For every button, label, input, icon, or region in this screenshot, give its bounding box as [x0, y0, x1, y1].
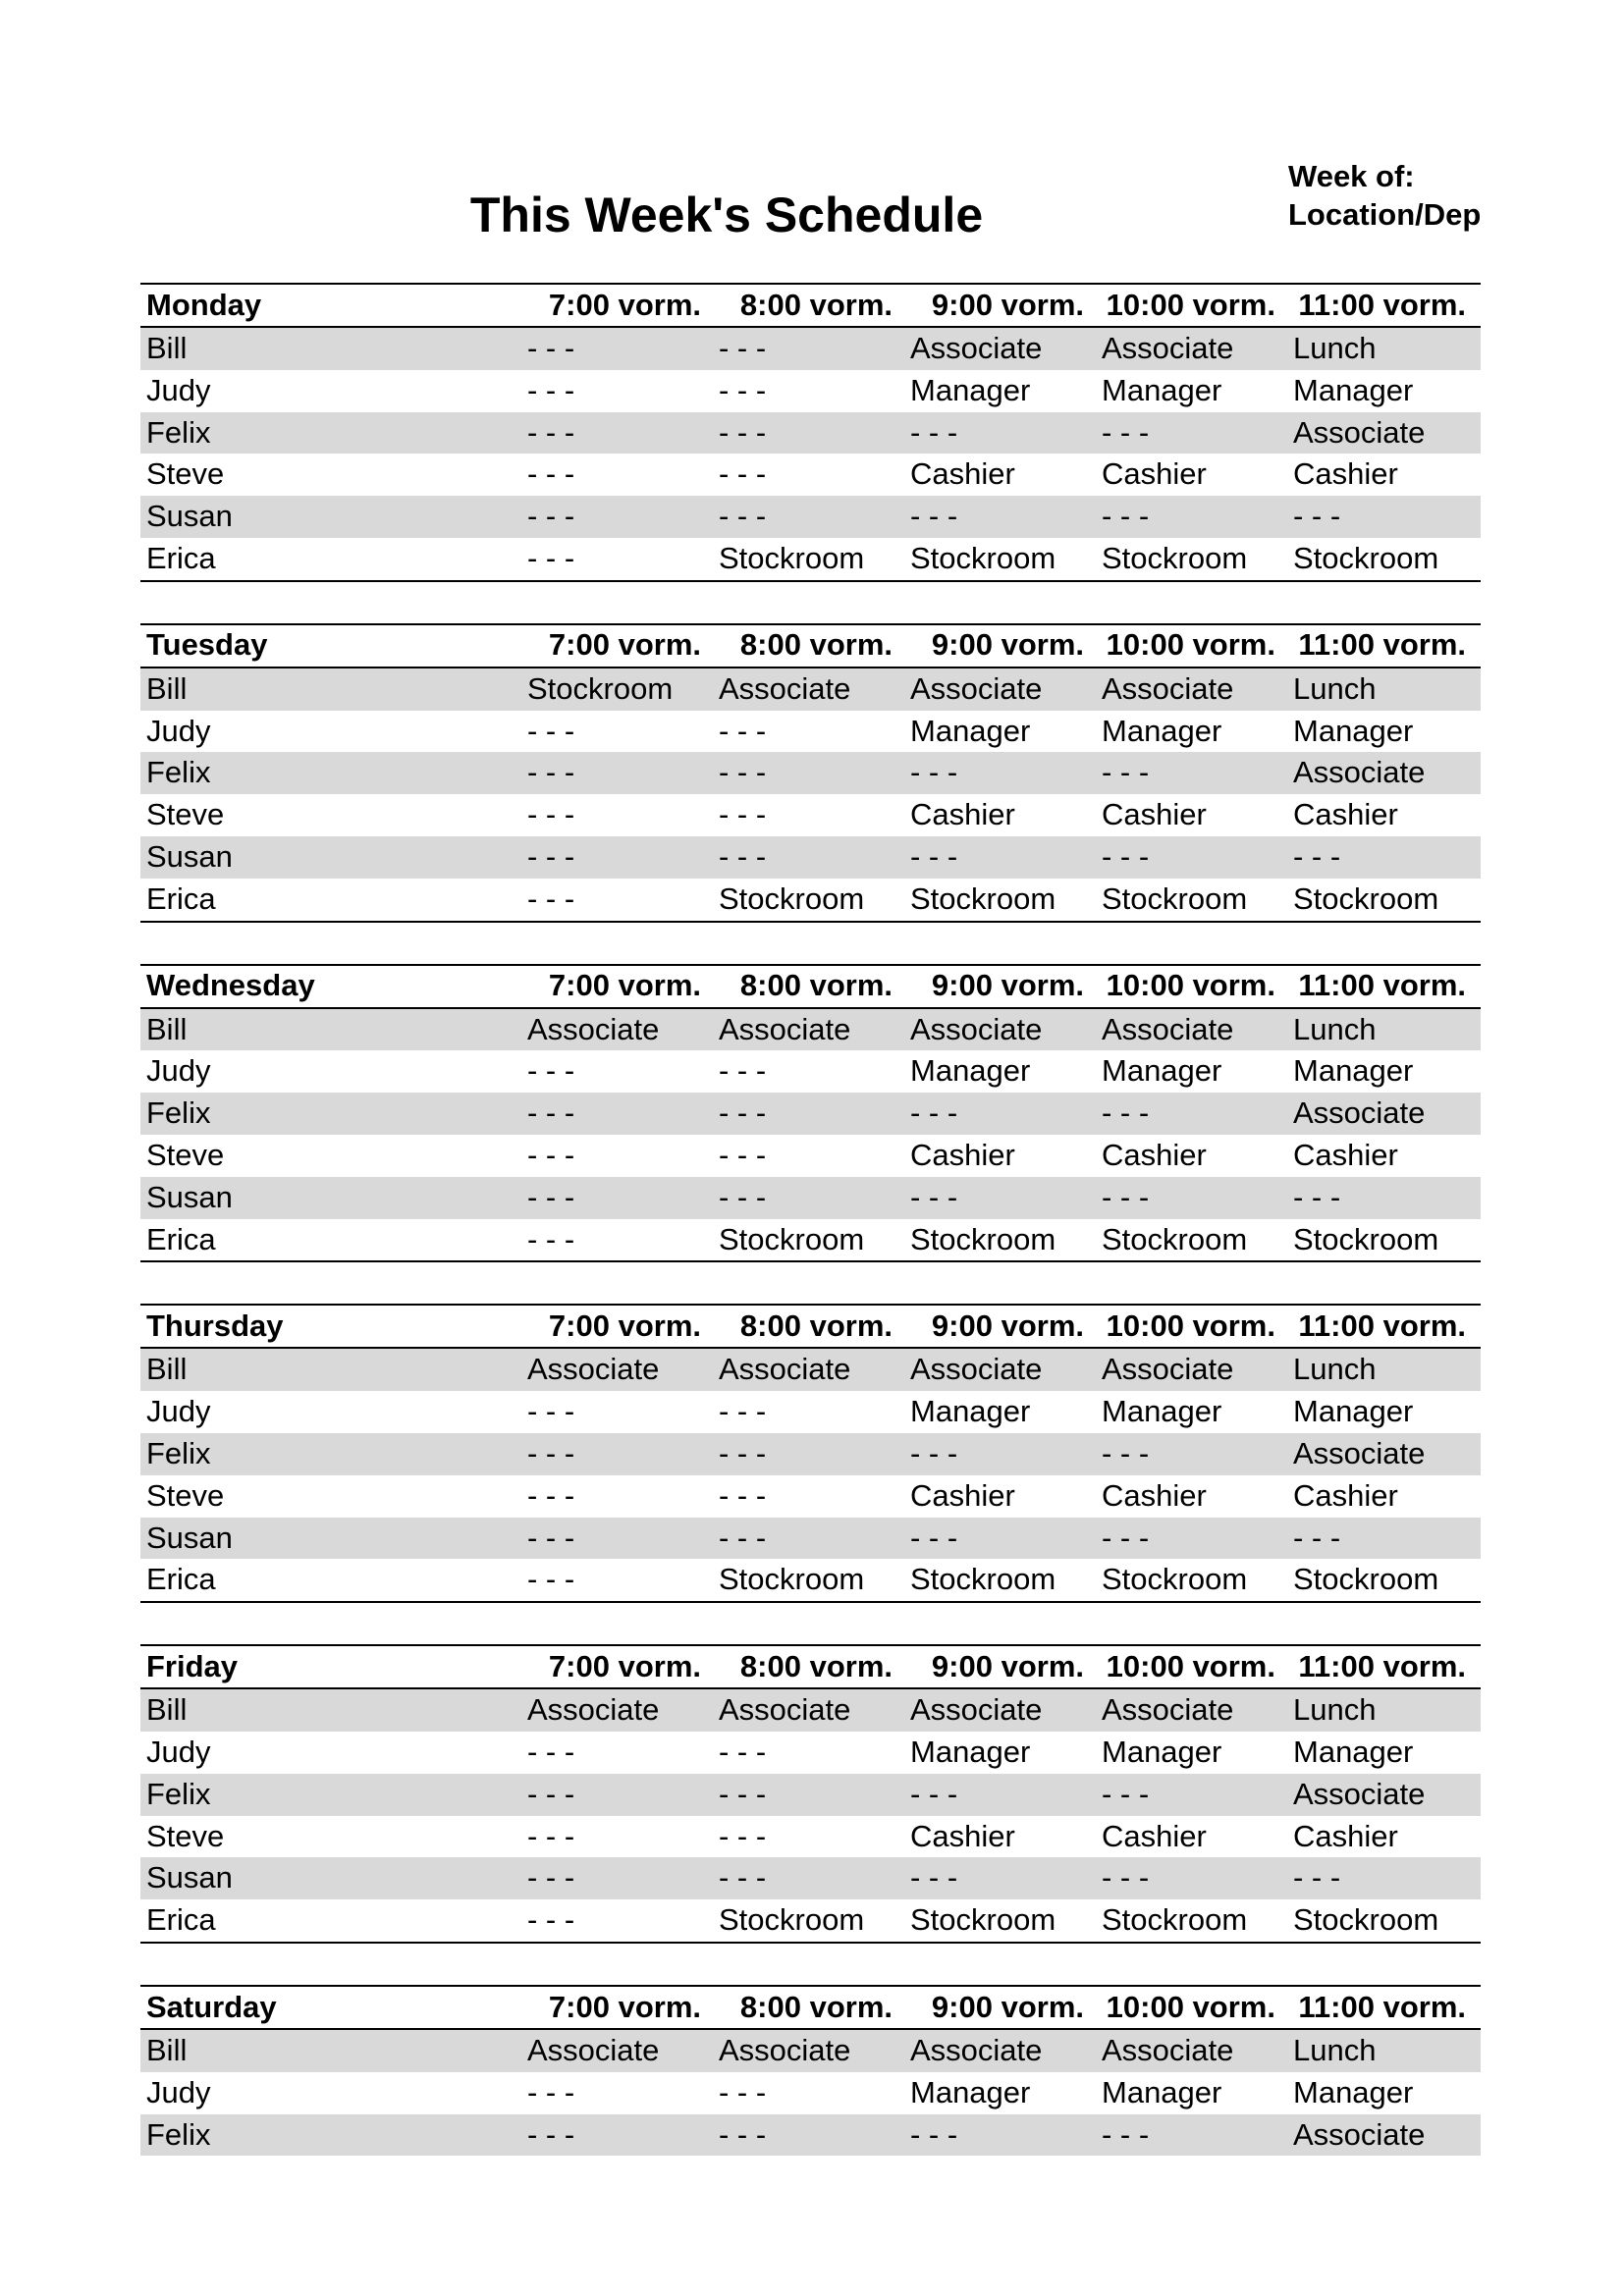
shift-cell: - - - — [1293, 1179, 1341, 1214]
shift-cell: - - - — [527, 1477, 575, 1513]
shift-cell: - - - — [527, 1053, 575, 1089]
shift-cell: Lunch — [1293, 1011, 1377, 1046]
shift-cell: Manager — [910, 1734, 1031, 1769]
day-block-wednesday — [140, 964, 1481, 1263]
shift-cell: - - - — [910, 1435, 958, 1470]
employee-name: Bill — [146, 1011, 188, 1046]
shift-cell: Manager — [1102, 1394, 1222, 1429]
shift-cell: - - - — [1293, 838, 1341, 874]
schedule-row — [140, 1135, 1481, 1177]
shift-cell: Associate — [719, 670, 851, 706]
time-header: 9:00 vorm. — [931, 968, 1084, 1003]
shift-cell: - - - — [719, 499, 767, 534]
time-header: 10:00 vorm. — [1106, 1648, 1275, 1683]
employee-name: Susan — [146, 1179, 233, 1214]
shift-cell: Associate — [527, 1352, 660, 1387]
shift-cell: - - - — [527, 499, 575, 534]
shift-cell: - - - — [527, 1221, 575, 1256]
employee-name: Judy — [146, 1053, 211, 1089]
time-header: 8:00 vorm. — [739, 1308, 893, 1343]
time-header: 10:00 vorm. — [1106, 287, 1275, 322]
shift-cell: Stockroom — [1293, 540, 1439, 575]
employee-name: Erica — [146, 1221, 216, 1256]
shift-cell: Manager — [1102, 2074, 1222, 2109]
shift-cell: - - - — [719, 713, 767, 748]
shift-cell: Manager — [1102, 1734, 1222, 1769]
shift-cell: - - - — [1102, 1435, 1150, 1470]
employee-name: Judy — [146, 713, 211, 748]
schedule-row — [140, 1689, 1481, 1732]
shift-cell: Cashier — [910, 1477, 1015, 1513]
shift-cell: - - - — [527, 797, 575, 832]
shift-cell: Lunch — [1293, 331, 1377, 365]
employee-name: Judy — [146, 1394, 211, 1429]
shift-cell: - - - — [1102, 499, 1150, 534]
shift-cell: Lunch — [1293, 1352, 1377, 1387]
day-header-row — [140, 1304, 1481, 1349]
schedule-row — [140, 328, 1481, 370]
shift-cell: Lunch — [1293, 670, 1377, 706]
shift-cell: - - - — [1102, 838, 1150, 874]
shift-cell: Associate — [1293, 414, 1426, 450]
shift-cell: - - - — [527, 1818, 575, 1853]
shift-cell: - - - — [719, 1818, 767, 1853]
shift-cell: Manager — [910, 713, 1031, 748]
shift-cell: Stockroom — [719, 540, 865, 575]
employee-name: Susan — [146, 1520, 233, 1555]
time-header: 8:00 vorm. — [739, 287, 893, 322]
shift-cell: Stockroom — [1293, 881, 1439, 916]
shift-cell: Associate — [527, 1011, 660, 1046]
shift-cell: - - - — [527, 1860, 575, 1896]
time-header: 9:00 vorm. — [931, 627, 1084, 663]
shift-cell: Manager — [1293, 1734, 1414, 1769]
shift-cell: Lunch — [1293, 2032, 1377, 2067]
shift-cell: - - - — [719, 1053, 767, 1089]
schedule-row — [140, 1518, 1481, 1560]
time-header: 8:00 vorm. — [739, 1989, 893, 2024]
employee-name: Steve — [146, 1818, 225, 1853]
employee-name: Bill — [146, 1352, 188, 1387]
shift-cell: Associate — [910, 1352, 1043, 1387]
schedule-row — [140, 496, 1481, 538]
shift-cell: Manager — [1102, 713, 1222, 748]
shift-cell: Stockroom — [719, 1221, 865, 1256]
shift-cell: Stockroom — [1102, 1902, 1248, 1938]
employee-name: Steve — [146, 456, 225, 492]
schedule-row — [140, 1349, 1481, 1391]
schedule-row — [140, 454, 1481, 496]
employee-name: Bill — [146, 331, 188, 365]
shift-cell: - - - — [719, 1394, 767, 1429]
shift-cell: Stockroom — [1102, 1562, 1248, 1597]
time-header: 10:00 vorm. — [1106, 627, 1275, 663]
schedule-row — [140, 1774, 1481, 1816]
shift-cell: - - - — [1102, 1776, 1150, 1811]
shift-cell: Associate — [719, 1011, 851, 1046]
week-of-label: Week of: — [1288, 159, 1415, 193]
schedule-row — [140, 1093, 1481, 1135]
shift-cell: - - - — [1102, 1520, 1150, 1555]
time-header: 11:00 vorm. — [1298, 287, 1466, 322]
schedule-row — [140, 1816, 1481, 1858]
time-header: 11:00 vorm. — [1298, 1989, 1466, 2024]
shift-cell: - - - — [527, 1734, 575, 1769]
shift-cell: - - - — [719, 456, 767, 492]
shift-cell: - - - — [910, 755, 958, 790]
shift-cell: Manager — [910, 1053, 1031, 1089]
schedule-row — [140, 1857, 1481, 1899]
location-label: Location/Dep — [1288, 197, 1482, 232]
shift-cell: - - - — [719, 2116, 767, 2152]
shift-cell: - - - — [527, 372, 575, 407]
day-block-tuesday — [140, 623, 1481, 923]
shift-cell: - - - — [1102, 1860, 1150, 1896]
employee-name: Susan — [146, 1860, 233, 1896]
day-name: Thursday — [146, 1308, 284, 1343]
shift-cell: Cashier — [910, 1137, 1015, 1172]
shift-cell: - - - — [527, 331, 575, 365]
shift-cell: - - - — [1102, 1179, 1150, 1214]
shift-cell: - - - — [910, 1095, 958, 1131]
shift-cell: - - - — [719, 1520, 767, 1555]
shift-cell: - - - — [719, 1776, 767, 1811]
time-header: 10:00 vorm. — [1106, 1989, 1275, 2024]
shift-cell: Associate — [1293, 1095, 1426, 1131]
time-header: 7:00 vorm. — [548, 1308, 701, 1343]
time-header: 8:00 vorm. — [739, 627, 893, 663]
shift-cell: - - - — [910, 1179, 958, 1214]
shift-cell: - - - — [719, 1179, 767, 1214]
shift-cell: Associate — [910, 2032, 1043, 2067]
employee-name: Felix — [146, 2116, 211, 2152]
employee-name: Bill — [146, 2032, 188, 2067]
shift-cell: Associate — [910, 1011, 1043, 1046]
shift-cell: Manager — [1293, 1053, 1414, 1089]
shift-cell: Stockroom — [527, 670, 674, 706]
shift-cell: Stockroom — [719, 1562, 865, 1597]
day-header-row — [140, 964, 1481, 1009]
shift-cell: Cashier — [910, 1818, 1015, 1853]
employee-name: Felix — [146, 1776, 211, 1811]
schedule-row — [140, 2114, 1481, 2157]
day-header-row — [140, 1985, 1481, 2030]
schedule-row — [140, 1559, 1481, 1603]
shift-cell: Associate — [527, 2032, 660, 2067]
shift-cell: - - - — [910, 1776, 958, 1811]
employee-name: Steve — [146, 1137, 225, 1172]
shift-cell: - - - — [719, 372, 767, 407]
shift-cell: - - - — [719, 838, 767, 874]
shift-cell: - - - — [527, 1562, 575, 1597]
time-header: 7:00 vorm. — [548, 627, 701, 663]
shift-cell: - - - — [527, 1902, 575, 1938]
shift-cell: - - - — [1102, 2116, 1150, 2152]
time-header: 10:00 vorm. — [1106, 1308, 1275, 1343]
shift-cell: - - - — [527, 2116, 575, 2152]
schedule-row — [140, 370, 1481, 412]
shift-cell: - - - — [719, 1477, 767, 1513]
shift-cell: Manager — [1293, 372, 1414, 407]
shift-cell: Associate — [719, 2032, 851, 2067]
shift-cell: - - - — [910, 838, 958, 874]
employee-name: Erica — [146, 1902, 216, 1938]
shift-cell: - - - — [719, 1860, 767, 1896]
shift-cell: Stockroom — [910, 881, 1056, 916]
shift-cell: - - - — [910, 2116, 958, 2152]
shift-cell: - - - — [527, 1435, 575, 1470]
shift-cell: Associate — [1102, 670, 1234, 706]
employee-name: Felix — [146, 414, 211, 450]
employee-name: Bill — [146, 670, 188, 706]
shift-cell: Cashier — [1293, 1818, 1398, 1853]
time-header: 7:00 vorm. — [548, 1648, 701, 1683]
shift-cell: - - - — [1102, 755, 1150, 790]
shift-cell: Associate — [1293, 1435, 1426, 1470]
shift-cell: Manager — [1293, 2074, 1414, 2109]
time-header: 7:00 vorm. — [548, 968, 701, 1003]
employee-name: Bill — [146, 1692, 188, 1728]
shift-cell: Cashier — [1102, 1818, 1207, 1853]
day-header-row — [140, 1644, 1481, 1689]
shift-cell: Associate — [1102, 1692, 1234, 1728]
time-header: 9:00 vorm. — [931, 1648, 1084, 1683]
schedule-row — [140, 794, 1481, 836]
schedule-row — [140, 1219, 1481, 1263]
day-header-row — [140, 283, 1481, 328]
shift-cell: Stockroom — [910, 1902, 1056, 1938]
time-header: 9:00 vorm. — [931, 287, 1084, 322]
employee-name: Steve — [146, 1477, 225, 1513]
shift-cell: - - - — [527, 881, 575, 916]
shift-cell: Cashier — [1102, 456, 1207, 492]
time-header: 8:00 vorm. — [739, 968, 893, 1003]
day-block-monday — [140, 283, 1481, 582]
schedule-row — [140, 711, 1481, 753]
shift-cell: Cashier — [1293, 1477, 1398, 1513]
shift-cell: - - - — [719, 755, 767, 790]
employee-name: Felix — [146, 1095, 211, 1131]
shift-cell: - - - — [527, 1776, 575, 1811]
day-name: Friday — [146, 1648, 239, 1683]
employee-name: Judy — [146, 1734, 211, 1769]
employee-name: Felix — [146, 1435, 211, 1470]
shift-cell: Stockroom — [1293, 1221, 1439, 1256]
shift-cell: - - - — [527, 713, 575, 748]
time-header: 11:00 vorm. — [1298, 968, 1466, 1003]
title-area — [137, 177, 1316, 241]
schedule-row — [140, 752, 1481, 794]
shift-cell: Associate — [719, 1692, 851, 1728]
employee-name: Susan — [146, 499, 233, 534]
shift-cell: - - - — [527, 1095, 575, 1131]
schedule-row — [140, 1050, 1481, 1093]
schedule-row — [140, 1009, 1481, 1051]
shift-cell: Stockroom — [1102, 540, 1248, 575]
shift-cell: Associate — [1293, 2116, 1426, 2152]
schedule-row — [140, 668, 1481, 711]
shift-cell: - - - — [1102, 414, 1150, 450]
shift-cell: Stockroom — [910, 1221, 1056, 1256]
shift-cell: Manager — [910, 1394, 1031, 1429]
schedule-row — [140, 1433, 1481, 1475]
schedule-row — [140, 2072, 1481, 2114]
time-header: 7:00 vorm. — [548, 287, 701, 322]
shift-cell: Associate — [1293, 755, 1426, 790]
shift-cell: Lunch — [1293, 1692, 1377, 1728]
shift-cell: Associate — [1102, 331, 1234, 365]
shift-cell: Stockroom — [719, 881, 865, 916]
shift-cell: Associate — [719, 1352, 851, 1387]
shift-cell: Stockroom — [719, 1902, 865, 1938]
shift-cell: - - - — [527, 414, 575, 450]
shift-cell: Cashier — [1102, 1137, 1207, 1172]
shift-cell: Cashier — [910, 797, 1015, 832]
shift-cell: - - - — [527, 2074, 575, 2109]
shift-cell: Stockroom — [1293, 1902, 1439, 1938]
employee-name: Judy — [146, 2074, 211, 2109]
time-header: 11:00 vorm. — [1298, 1308, 1466, 1343]
shift-cell: Associate — [1102, 1352, 1234, 1387]
shift-cell: - - - — [527, 1179, 575, 1214]
day-header-row — [140, 623, 1481, 668]
shift-cell: Cashier — [1293, 1137, 1398, 1172]
shift-cell: - - - — [910, 499, 958, 534]
employee-name: Erica — [146, 881, 216, 916]
schedule-row — [140, 1177, 1481, 1219]
shift-cell: - - - — [719, 797, 767, 832]
shift-cell: Associate — [910, 670, 1043, 706]
schedule-row — [140, 879, 1481, 923]
shift-cell: Manager — [1102, 1053, 1222, 1089]
day-block-thursday — [140, 1304, 1481, 1603]
employee-name: Felix — [146, 755, 211, 790]
shift-cell: Cashier — [1293, 456, 1398, 492]
time-header: 7:00 vorm. — [548, 1989, 701, 2024]
shift-cell: Cashier — [1102, 797, 1207, 832]
day-name: Saturday — [146, 1989, 277, 2024]
employee-name: Erica — [146, 1562, 216, 1597]
page-title: This Week's Schedule — [469, 187, 984, 241]
shift-cell: Manager — [910, 372, 1031, 407]
schedule-row — [140, 1391, 1481, 1433]
shift-cell: - - - — [527, 755, 575, 790]
shift-cell: - - - — [719, 1137, 767, 1172]
shift-cell: Associate — [1102, 1011, 1234, 1046]
shift-cell: - - - — [527, 838, 575, 874]
shift-cell: - - - — [527, 540, 575, 575]
shift-cell: - - - — [1293, 1520, 1341, 1555]
shift-cell: Manager — [910, 2074, 1031, 2109]
shift-cell: Stockroom — [1102, 881, 1248, 916]
day-name: Monday — [146, 287, 262, 322]
employee-name: Susan — [146, 838, 233, 874]
shift-cell: Stockroom — [1293, 1562, 1439, 1597]
shift-cell: Manager — [1293, 713, 1414, 748]
shift-cell: Associate — [1102, 2032, 1234, 2067]
shift-cell: - - - — [719, 1095, 767, 1131]
time-header: 9:00 vorm. — [931, 1989, 1084, 2024]
schedule-row — [140, 2030, 1481, 2072]
time-header: 11:00 vorm. — [1298, 1648, 1466, 1683]
shift-cell: - - - — [719, 331, 767, 365]
shift-cell: Cashier — [910, 456, 1015, 492]
shift-cell: - - - — [1102, 1095, 1150, 1131]
time-header: 11:00 vorm. — [1298, 627, 1466, 663]
day-block-saturday — [140, 1985, 1481, 2156]
schedule-row — [140, 1899, 1481, 1944]
shift-cell: - - - — [910, 1860, 958, 1896]
schedule-row — [140, 412, 1481, 454]
time-header: 9:00 vorm. — [931, 1308, 1084, 1343]
schedule-row — [140, 836, 1481, 879]
time-header: 8:00 vorm. — [739, 1648, 893, 1683]
employee-name: Erica — [146, 540, 216, 575]
shift-cell: - - - — [719, 2074, 767, 2109]
shift-cell: - - - — [719, 1435, 767, 1470]
shift-cell: - - - — [1293, 1860, 1341, 1896]
shift-cell: - - - — [527, 1394, 575, 1429]
shift-cell: Associate — [1293, 1776, 1426, 1811]
shift-cell: - - - — [910, 414, 958, 450]
shift-cell: - - - — [527, 456, 575, 492]
employee-name: Steve — [146, 797, 225, 832]
employee-name: Judy — [146, 372, 211, 407]
shift-cell: Stockroom — [910, 540, 1056, 575]
shift-cell: Cashier — [1102, 1477, 1207, 1513]
shift-cell: - - - — [527, 1520, 575, 1555]
shift-cell: - - - — [1293, 499, 1341, 534]
shift-cell: Cashier — [1293, 797, 1398, 832]
shift-cell: Associate — [910, 1692, 1043, 1728]
shift-cell: Stockroom — [910, 1562, 1056, 1597]
shift-cell: - - - — [719, 414, 767, 450]
shift-cell: Associate — [910, 331, 1043, 365]
day-block-friday — [140, 1644, 1481, 1944]
schedule-row — [140, 538, 1481, 582]
schedule-table — [140, 283, 1481, 2156]
shift-cell: - - - — [719, 1734, 767, 1769]
schedule-row — [140, 1475, 1481, 1518]
shift-cell: - - - — [527, 1137, 575, 1172]
header-meta — [1288, 157, 1485, 236]
day-name: Tuesday — [146, 627, 268, 663]
shift-cell: Stockroom — [1102, 1221, 1248, 1256]
shift-cell: Associate — [527, 1692, 660, 1728]
schedule-row — [140, 1732, 1481, 1774]
shift-cell: Manager — [1102, 372, 1222, 407]
shift-cell: - - - — [910, 1520, 958, 1555]
time-header: 10:00 vorm. — [1106, 968, 1275, 1003]
shift-cell: Manager — [1293, 1394, 1414, 1429]
day-name: Wednesday — [146, 968, 315, 1003]
